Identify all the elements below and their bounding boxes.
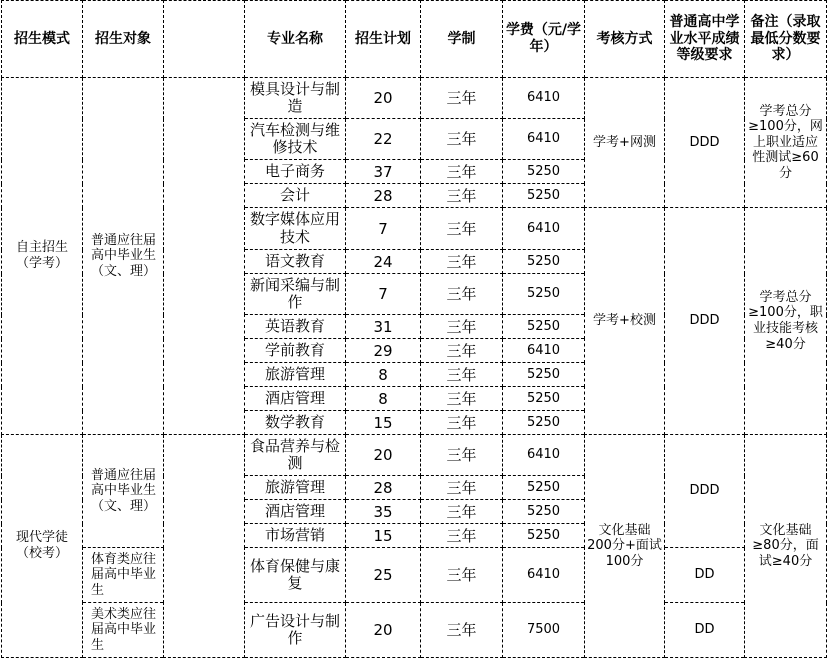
- years-cell: 三年: [421, 524, 503, 548]
- years-cell: 三年: [421, 274, 503, 315]
- years-cell: 三年: [421, 208, 503, 250]
- exam-school-cell: 学考+校测: [585, 208, 665, 435]
- note-school-cell: 学考总分≥100分，职业技能考核≥40分: [745, 208, 827, 435]
- years-cell: 三年: [421, 548, 503, 603]
- fee-cell: 6410: [503, 548, 585, 603]
- mode-modern-cell: 现代学徒（校考）: [2, 435, 83, 658]
- fee-cell: 7500: [503, 603, 585, 658]
- header-row: [2, 1, 827, 78]
- major-cell: 酒店管理: [245, 500, 346, 524]
- years-cell: 三年: [421, 411, 503, 435]
- years-cell: 三年: [421, 78, 503, 119]
- plan-cell: 7: [346, 208, 421, 250]
- fee-cell: 5250: [503, 250, 585, 274]
- exam-net-cell: 学考+网测: [585, 78, 665, 208]
- admissions-table: [1, 0, 827, 658]
- years-cell: 三年: [421, 315, 503, 339]
- plan-cell: 20: [346, 78, 421, 119]
- years-cell: 三年: [421, 339, 503, 363]
- plan-cell: 35: [346, 500, 421, 524]
- major-cell: 新闻采编与制作: [245, 274, 346, 315]
- target-general2-cell: 普通应往届高中毕业生（文、理）: [83, 435, 164, 548]
- header-plan: 招生计划: [346, 1, 421, 78]
- major-cell: 市场营销: [245, 524, 346, 548]
- table-row: [2, 435, 827, 476]
- fee-cell: 5250: [503, 363, 585, 387]
- years-cell: 三年: [421, 184, 503, 208]
- header-exam: 考核方式: [585, 1, 665, 78]
- fee-cell: 5250: [503, 315, 585, 339]
- plan-cell: 25: [346, 548, 421, 603]
- plan-cell: 37: [346, 160, 421, 184]
- fee-cell: 5250: [503, 274, 585, 315]
- exam-culture-cell: 文化基础200分+面试100分: [585, 435, 665, 658]
- header-level: 普通高中学业水平成绩等级要求: [665, 1, 745, 78]
- header-note: 备注（录取最低分数要求）: [745, 1, 827, 78]
- level-cell: DDD: [665, 208, 745, 435]
- years-cell: 三年: [421, 387, 503, 411]
- fee-cell: 6410: [503, 208, 585, 250]
- plan-cell: 28: [346, 184, 421, 208]
- fee-cell: 5250: [503, 500, 585, 524]
- major-cell: 电子商务: [245, 160, 346, 184]
- plan-cell: 28: [346, 476, 421, 500]
- target-art-cell: 美术类应往届高中毕业生: [83, 603, 164, 658]
- target-general-cell: 普通应往届高中毕业生（文、理）: [83, 78, 164, 435]
- plan-cell: 20: [346, 603, 421, 658]
- major-cell: 汽车检测与维修技术: [245, 119, 346, 160]
- major-cell: 模具设计与制造: [245, 78, 346, 119]
- fee-cell: 5250: [503, 184, 585, 208]
- level-cell: DDD: [665, 435, 745, 548]
- years-cell: 三年: [421, 603, 503, 658]
- table-row: [2, 548, 827, 603]
- header-mode: 招生模式: [2, 1, 83, 78]
- note-net-cell: 学考总分≥100分，网上职业适应性测试≥60分: [745, 78, 827, 208]
- major-cell: 学前教育: [245, 339, 346, 363]
- fee-cell: 5250: [503, 411, 585, 435]
- major-cell: 数学教育: [245, 411, 346, 435]
- plan-cell: 20: [346, 435, 421, 476]
- years-cell: 三年: [421, 119, 503, 160]
- blank-cell: [164, 78, 245, 435]
- target-sports-cell: 体育类应往届高中毕业生: [83, 548, 164, 603]
- plan-cell: 22: [346, 119, 421, 160]
- major-cell: 酒店管理: [245, 387, 346, 411]
- fee-cell: 5250: [503, 387, 585, 411]
- years-cell: 三年: [421, 363, 503, 387]
- note-culture-cell: 文化基础≥80分，面试≥40分: [745, 435, 827, 658]
- years-cell: 三年: [421, 160, 503, 184]
- blank-cell: [164, 435, 245, 658]
- plan-cell: 29: [346, 339, 421, 363]
- years-cell: 三年: [421, 250, 503, 274]
- major-cell: 旅游管理: [245, 363, 346, 387]
- plan-cell: 8: [346, 363, 421, 387]
- fee-cell: 5250: [503, 476, 585, 500]
- plan-cell: 31: [346, 315, 421, 339]
- level-cell: DD: [665, 548, 745, 603]
- table-row: [2, 603, 827, 658]
- years-cell: 三年: [421, 435, 503, 476]
- fee-cell: 6410: [503, 435, 585, 476]
- level-cell: DDD: [665, 78, 745, 208]
- level-cell: DD: [665, 603, 745, 658]
- mode-self-cell: 自主招生（学考）: [2, 78, 83, 435]
- fee-cell: 5250: [503, 524, 585, 548]
- major-cell: 体育保健与康复: [245, 548, 346, 603]
- header-fee: 学费（元/学年）: [503, 1, 585, 78]
- plan-cell: 15: [346, 524, 421, 548]
- major-cell: 食品营养与检测: [245, 435, 346, 476]
- major-cell: 会计: [245, 184, 346, 208]
- header-blank: [164, 1, 245, 78]
- years-cell: 三年: [421, 500, 503, 524]
- plan-cell: 7: [346, 274, 421, 315]
- table-row: [2, 78, 827, 119]
- fee-cell: 5250: [503, 160, 585, 184]
- fee-cell: 6410: [503, 119, 585, 160]
- major-cell: 英语教育: [245, 315, 346, 339]
- major-cell: 旅游管理: [245, 476, 346, 500]
- plan-cell: 15: [346, 411, 421, 435]
- fee-cell: 6410: [503, 339, 585, 363]
- header-years: 学制: [421, 1, 503, 78]
- major-cell: 语文教育: [245, 250, 346, 274]
- major-cell: 广告设计与制作: [245, 603, 346, 658]
- header-major: 专业名称: [245, 1, 346, 78]
- header-target: 招生对象: [83, 1, 164, 78]
- years-cell: 三年: [421, 476, 503, 500]
- plan-cell: 8: [346, 387, 421, 411]
- major-cell: 数字媒体应用技术: [245, 208, 346, 250]
- plan-cell: 24: [346, 250, 421, 274]
- fee-cell: 6410: [503, 78, 585, 119]
